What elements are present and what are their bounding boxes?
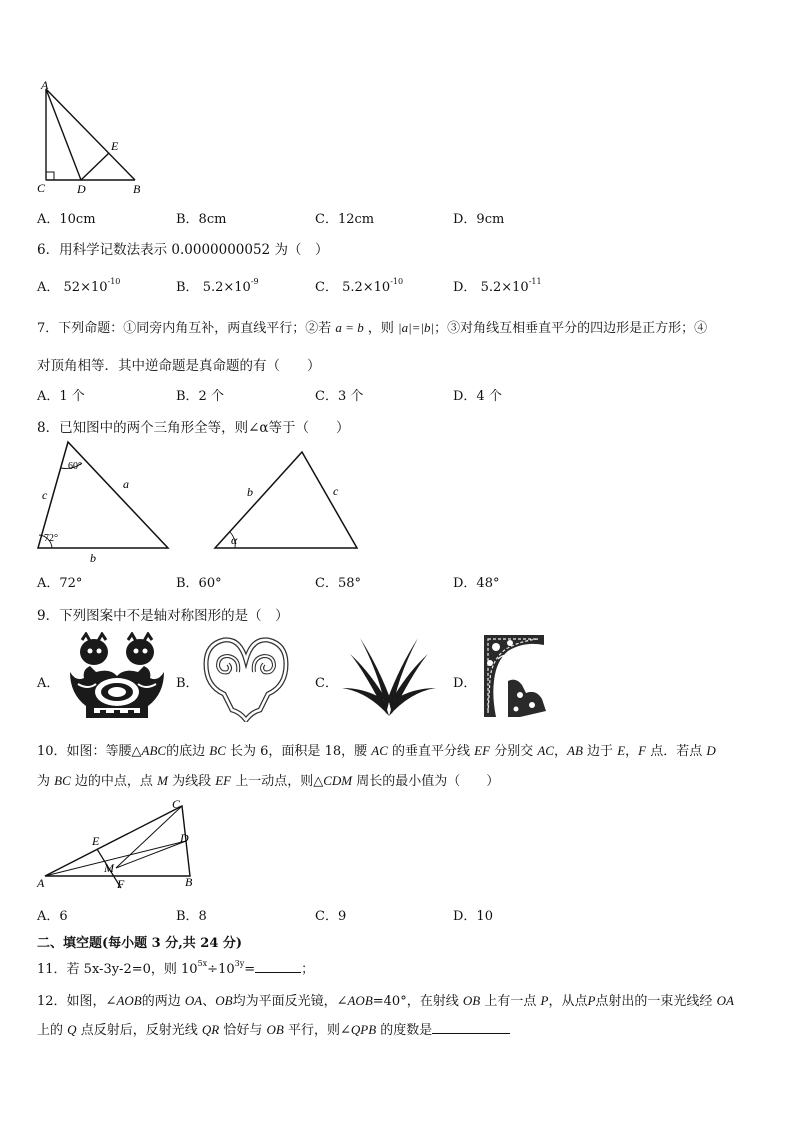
vertex-label-e: E (111, 139, 119, 153)
q11-stem: 11．若 5x-3y-2=0，则 $10^{5x}\div 10^{3y}=$ ； (37, 959, 315, 977)
side-c-label: c (333, 484, 339, 498)
q9-pattern-c-image (338, 636, 440, 718)
q12-stem-line1: 12．如图，∠AOB的两边 OA、OB均为平面反光镜，∠AOB=40°，在射线 OB 上有一点 P，从点P点射出的一束光线经 OA (37, 993, 734, 1009)
q9-option-d[interactable]: D． (453, 676, 477, 691)
side-a-label: a (123, 477, 129, 491)
q9-stem: 9．下列图案中不是轴对称图形的是（ ） (37, 608, 289, 624)
q9-option-a[interactable]: A． (37, 676, 60, 691)
q9-pattern-d-image (480, 633, 550, 719)
q10-stem-line2: 为 BC 边的中点，点 M 为线段 EF 上一动点，则△CDM 周长的最小值为（ ） (37, 773, 500, 789)
q5-option-a[interactable]: A．10cm (37, 212, 96, 227)
q8-triangle-right (210, 448, 365, 553)
vertex-label-c: C (172, 797, 181, 811)
q10-option-c[interactable]: C．9 (315, 909, 347, 924)
q9-pattern-b-image (200, 632, 292, 722)
q6-option-b[interactable]: B． $5.2\times 10^{-9}$ (176, 277, 259, 295)
q5-option-c[interactable]: C．12cm (315, 212, 375, 227)
angle-72-label: 72° (44, 533, 58, 544)
q8-option-d[interactable]: D．48° (453, 576, 500, 591)
q10-option-b[interactable]: B．8 (176, 909, 207, 924)
q8-option-a[interactable]: A．72° (37, 576, 83, 591)
vertex-label-e: E (92, 834, 100, 848)
vertex-label-a: A (37, 876, 45, 890)
q6-option-d[interactable]: D． $5.2\times 10^{-11}$ (453, 277, 542, 295)
q8-triangle-left (34, 440, 174, 565)
vertex-label-d: D (77, 182, 86, 196)
q7-option-c[interactable]: C．3 个 (315, 389, 364, 404)
section-heading: 二、填空题(每小题 3 分,共 24 分) (37, 936, 243, 951)
q9-option-b[interactable]: B． (176, 676, 199, 691)
q7-option-d[interactable]: D．4 个 (453, 389, 502, 404)
q6-option-a[interactable]: A． $52\times 10^{-10}$ (37, 277, 121, 295)
q7-stem-line1: 7．下列命题：①同旁内角互补，两直线平行；②若 a = b ，则 |a|=|b|；③对角线互相垂直平分的四边形是正方形；④ (37, 320, 708, 336)
vertex-label-f: F (117, 877, 125, 891)
q8-stem: 8．已知图中的两个三角形全等，则∠α等于（ ） (37, 420, 350, 436)
q12-stem-line2: 上的 Q 点反射后，反射光线 QR 恰好与 OB 平行，则∠QPB 的度数是 (37, 1019, 510, 1038)
q7-option-b[interactable]: B．2 个 (176, 389, 224, 404)
q7-option-a[interactable]: A．1 个 (37, 389, 85, 404)
vertex-label-a: A (41, 78, 49, 92)
q12-answer-blank[interactable] (432, 1033, 510, 1034)
q5-triangle-figure (34, 78, 146, 196)
q10-option-d[interactable]: D．10 (453, 909, 493, 924)
angle-alpha-label: α (231, 533, 238, 547)
q6-option-c[interactable]: C． $5.2\times 10^{-10}$ (315, 277, 404, 295)
q8-option-b[interactable]: B．60° (176, 576, 222, 591)
side-c-label: c (42, 488, 48, 502)
vertex-label-d: D (180, 831, 189, 845)
q10-stem-line1: 10．如图：等腰△ABC的底边 BC 长为 6，面积是 18，腰 AC 的垂直平分线 EF 分别交 AC，AB 边于 E，F 点．若点 D (37, 743, 716, 759)
angle-60-label: 60° (68, 461, 82, 472)
side-b-label: b (247, 485, 253, 499)
q6-stem: 6．用科学记数法表示 0.0000000052 为（ ） (37, 242, 329, 258)
q10-option-a[interactable]: A．6 (37, 909, 68, 924)
q5-option-d[interactable]: D．9cm (453, 212, 505, 227)
vertex-label-b: B (133, 182, 141, 196)
q10-triangle-figure (34, 796, 204, 894)
vertex-label-m: M (104, 861, 114, 875)
q8-option-c[interactable]: C．58° (315, 576, 361, 591)
q9-pattern-a-image (66, 632, 168, 722)
q5-option-b[interactable]: B．8cm (176, 212, 227, 227)
side-b-label: b (90, 551, 96, 565)
q7-stem-line2: 对顶角相等．其中逆命题是真命题的有（ ） (37, 358, 321, 374)
vertex-label-c: C (37, 181, 46, 195)
vertex-label-b: B (185, 875, 193, 889)
q9-option-c[interactable]: C． (315, 676, 338, 691)
q11-answer-blank[interactable] (255, 972, 301, 973)
